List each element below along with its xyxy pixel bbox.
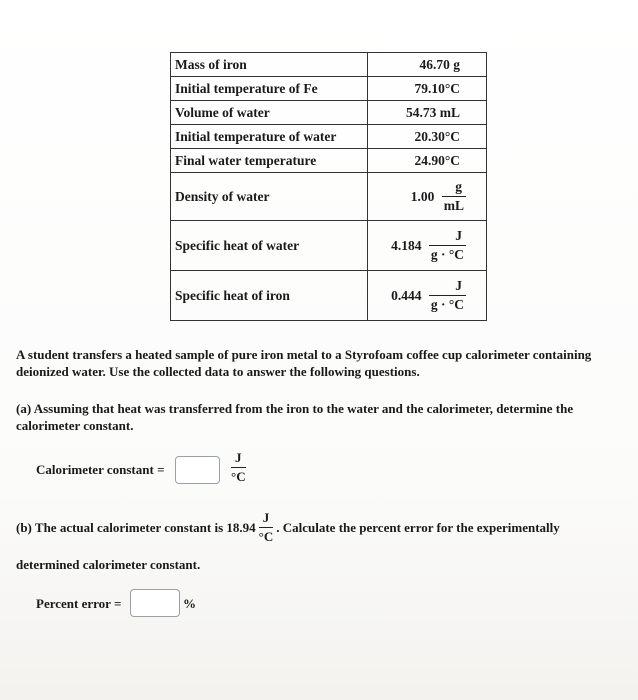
unit-fraction	[259, 511, 274, 543]
unit-denominator: g · °C	[430, 247, 464, 262]
row-value: 79.10°C	[368, 77, 487, 101]
unit-fraction	[231, 451, 246, 483]
row-label: Mass of iron	[171, 53, 368, 77]
row-value-number: 1.00	[410, 188, 435, 204]
row-label: Specific heat of iron	[171, 271, 368, 321]
part-b-question	[16, 510, 622, 545]
part-b-question-line2: determined calorimeter constant.	[16, 557, 201, 572]
row-value	[368, 173, 487, 221]
unit-denominator: °C	[231, 468, 246, 484]
unit-fraction	[429, 229, 466, 262]
table-row	[171, 125, 487, 149]
unit-denominator: mL	[443, 198, 464, 213]
row-label: Specific heat of water	[171, 221, 368, 271]
table-row	[171, 53, 487, 77]
row-value: 20.30°C	[368, 125, 487, 149]
percent-error-label: Percent error =	[36, 596, 122, 611]
unit-denominator: g · °C	[430, 297, 464, 312]
row-value: 46.70 g	[368, 53, 487, 77]
row-label: Initial temperature of Fe	[171, 77, 368, 101]
unit-numerator: g	[455, 178, 462, 194]
row-label: Volume of water	[171, 101, 368, 125]
row-value: 54.73 mL	[368, 101, 487, 125]
part-b-question-start: (b) The actual calorimeter constant is 18.94	[16, 520, 256, 536]
row-value	[368, 221, 487, 271]
row-value-number: 0.444	[391, 287, 422, 303]
unit-numerator: J	[455, 227, 462, 243]
calorimeter-constant-unit	[228, 451, 249, 483]
unit-numerator: J	[455, 277, 462, 293]
row-value-number: 4.184	[391, 237, 422, 253]
row-value: 24.90°C	[368, 149, 487, 173]
row-label: Initial temperature of water	[171, 125, 368, 149]
data-table	[170, 52, 487, 321]
table-row	[171, 77, 487, 101]
row-value	[368, 271, 487, 321]
intro-text: A student transfers a heated sample of pure iron metal to a Styrofoam coffee cup calorimeter containing deionized water. Use the collected data to answer the following questions.	[16, 347, 592, 379]
calorimeter-constant-input[interactable]	[175, 456, 220, 484]
row-label: Final water temperature	[171, 149, 368, 173]
unit-fraction	[429, 279, 466, 312]
percent-unit: %	[183, 596, 196, 611]
table-row	[171, 221, 487, 271]
table-row	[171, 173, 487, 221]
part-b-question-end: . Calculate the percent error for the experimentally	[276, 520, 560, 536]
part-a-question: (a) Assuming that heat was transferred from the iron to the water and the calorimeter, determine the calorimeter constant.	[16, 401, 574, 433]
unit-numerator: J	[235, 450, 242, 465]
calorimeter-constant-label: Calorimeter constant =	[36, 462, 165, 477]
table-row	[171, 149, 487, 173]
unit-numerator: J	[262, 510, 270, 525]
unit-fraction	[442, 180, 466, 213]
unit-denominator: °C	[258, 528, 274, 544]
percent-error-input[interactable]	[130, 589, 180, 617]
table-row	[171, 101, 487, 125]
row-label: Density of water	[171, 173, 368, 221]
table-row	[171, 271, 487, 321]
